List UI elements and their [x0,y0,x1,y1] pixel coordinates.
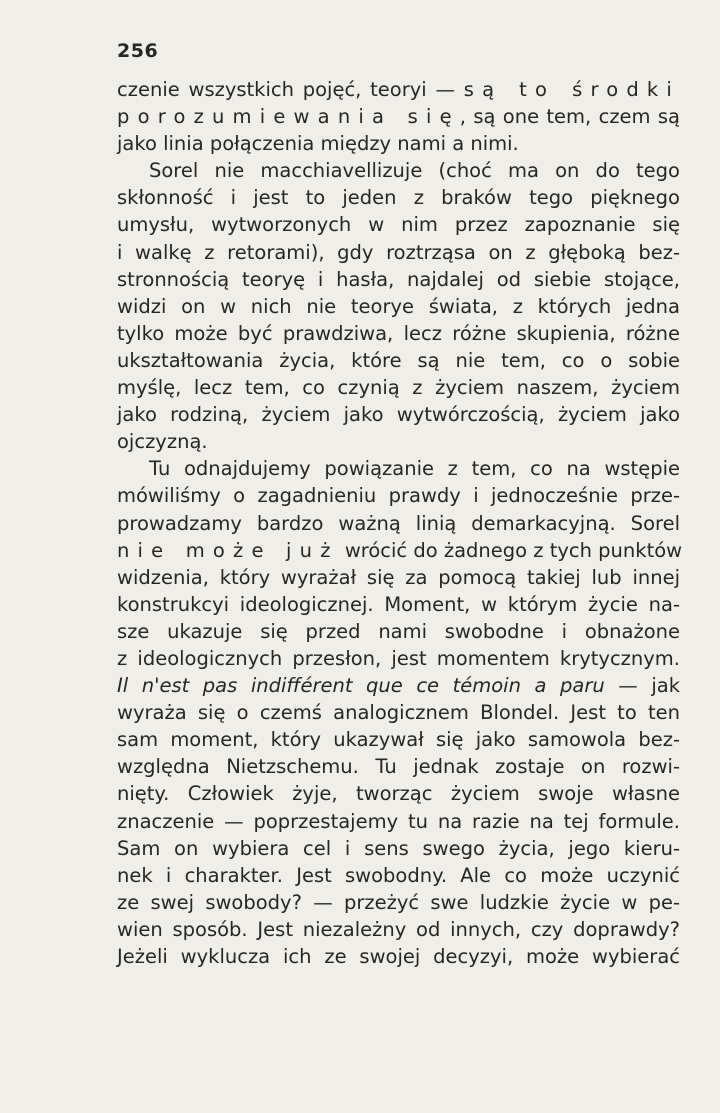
text-segment: Sam on wybiera cel i sens swego życia, jego kieru- [117,836,680,860]
text-segment: wyraża się o czemś analogicznem Blondel. Jest to ten [117,701,680,725]
text-segment: widzenia, który wyrażał się za pomocą takiej lub innej [117,565,680,589]
text-segment: sam moment, który ukazywał się jako samowola bez- [117,728,680,752]
text-line [117,320,680,347]
text-line [117,347,680,374]
text-line [117,130,680,157]
text-segment: myślę, lecz tem, co czynią z życiem naszem, życiem [117,376,680,400]
text-line [117,184,680,211]
text-segment: wrócić do żadnego z tych punktów [338,538,683,562]
text-line [117,618,680,645]
text-segment: Il n'est pas indifférent que ce témoin a paru [117,674,605,698]
text-line [117,266,680,293]
text-segment: stronnością teoryę i hasła, najdalej od siebie stojące, [117,267,680,291]
text-line [117,455,680,482]
text-line [117,211,680,238]
text-segment: , są one tem, czem są [459,105,680,129]
text-line [117,564,680,591]
text-segment: skłonność i jest to jeden z braków tego pięknego [117,186,680,210]
text-segment: są to środki [463,78,680,101]
text-line [117,645,680,672]
text-line [117,239,680,266]
text-segment: sze ukazuje się przed nami swobodne i obnażone [117,619,680,643]
text-line [117,889,680,916]
text-segment: jako rodziną, życiem jako wytwórczością, życiem jako [117,403,680,427]
text-line [117,726,680,753]
text-segment: — jak [604,674,680,698]
page-number: 256 [117,40,159,62]
text-segment: porozumiewania się [117,105,460,129]
text-line [117,780,680,807]
text-line [117,157,680,184]
text-segment: jako linia połączenia między nami a nimi. [117,132,519,156]
text-segment: widzi on w nich nie teorye świata, z których jedna [117,294,680,318]
text-line [117,753,680,780]
text-line [117,862,680,889]
text-line [117,537,683,564]
text-segment: względna Nietzschemu. Tu jednak zostaje on rozwi- [117,755,680,779]
text-line [117,374,680,401]
text-segment: ukształtowania życia, które są nie tem, co o sobie [117,348,680,372]
text-segment: Jeżeli wyklucza ich ze swojej decyzyi, może wybierać [117,945,680,968]
text-line [117,672,680,699]
text-segment: ojczyzną. [117,430,208,454]
text-segment: mówiliśmy o zagadnieniu prawdy i jednocześnie prze- [117,484,680,508]
text-segment: ze swej swobody? — przeżyć swe ludzkie życie w pe- [117,890,680,914]
text-segment: nie może już [117,538,339,562]
text-segment: i walkę z retorami), gdy roztrząsa on z głęboką bez- [117,240,680,264]
text-segment: tylko może być prawdziwa, lecz różne skupienia, różne [117,321,680,345]
text-line [117,699,680,726]
text-line [117,510,680,537]
text-segment: Sorel nie macchiavellizuje (choć ma on do tego [149,159,680,183]
text-line [117,401,680,428]
text-segment: prowadzamy bardzo ważną linią demarkacyjną. Sorel [117,511,680,535]
text-segment: Tu odnajdujemy powiązanie z tem, co na wstępie [149,457,680,481]
text-segment: nek i charakter. Jest swobodny. Ale co może uczynić [117,863,680,887]
body-text [117,76,683,970]
text-line [117,428,680,455]
text-line [117,76,680,103]
text-segment: wien sposób. Jest niezależny od innych, czy doprawdy? [117,917,680,941]
text-line [117,103,680,130]
text-line [117,591,680,618]
text-line [117,808,680,835]
text-line [117,835,680,862]
text-segment: czenie wszystkich pojęć, teoryi — [117,78,464,101]
text-line [117,943,680,970]
text-line [117,482,680,509]
text-line [117,916,680,943]
text-line [117,293,680,320]
text-segment: nięty. Człowiek żyje, tworząc życiem swoje własne [117,782,680,806]
text-segment: znaczenie — poprzestajemy tu na razie na tej formule. [117,809,680,833]
text-segment: konstrukcyi ideologicznej. Moment, w którym życie na- [117,592,680,616]
text-segment: umysłu, wytworzonych w nim przez zapoznanie się [117,213,680,237]
text-segment: z ideologicznych przesłon, jest momentem krytycznym. [117,646,680,670]
